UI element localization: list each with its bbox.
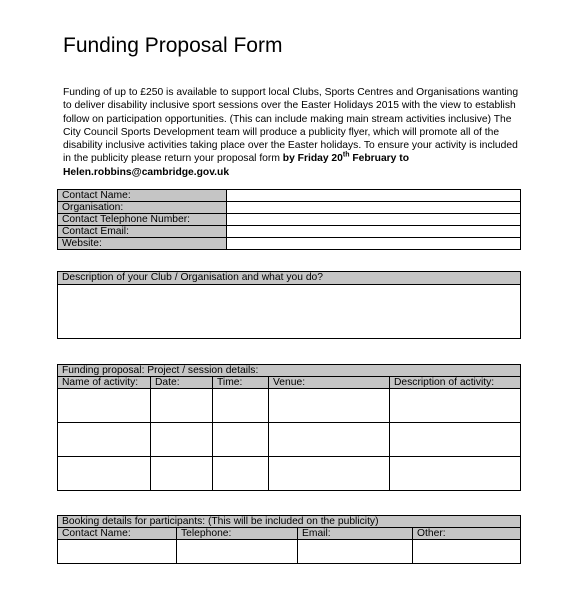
column-header: Name of activity:: [58, 377, 151, 389]
column-header: Time:: [213, 377, 269, 389]
activity-name-cell[interactable]: [58, 457, 151, 491]
column-header: Email:: [298, 528, 413, 540]
activity-name-cell[interactable]: [58, 423, 151, 457]
booking-other-cell[interactable]: [413, 540, 521, 564]
table-row: [58, 540, 521, 564]
table-row: [58, 389, 521, 423]
venue-cell[interactable]: [269, 389, 390, 423]
date-cell[interactable]: [151, 423, 213, 457]
time-cell[interactable]: [213, 423, 269, 457]
proposal-header: Funding proposal: Project / session details:: [58, 365, 521, 377]
telephone-field[interactable]: [227, 214, 521, 226]
field-label: Contact Telephone Number:: [58, 214, 227, 226]
booking-email-cell[interactable]: [298, 540, 413, 564]
column-header: Contact Name:: [58, 528, 177, 540]
booking-contact-name-cell[interactable]: [58, 540, 177, 564]
table-row: [58, 423, 521, 457]
booking-table: [57, 515, 521, 564]
venue-cell[interactable]: [269, 423, 390, 457]
proposal-table: [57, 364, 521, 491]
date-cell[interactable]: [151, 389, 213, 423]
form-title: Funding Proposal Form: [63, 34, 283, 57]
email-field[interactable]: [227, 226, 521, 238]
activity-description-cell[interactable]: [390, 457, 521, 491]
intro-text: Funding of up to £250 is available to support local Clubs, Sports Centres and Organisations wanting to deliver disability inclusive sport sessions over the Easter Holidays 2015 with the view to establish follow on participation opportunities. (This can include making main stream activities inclusive) The City Council Sports Development team will produce a publicity flyer, which will promote all of the disability inclusive activities taking place over the Easter holidays. To ensure your activity is included in the publicity please return your proposal form: [63, 87, 519, 165]
booking-column-headers: [58, 528, 521, 540]
intro-paragraph: [63, 86, 523, 179]
booking-header: Booking details for participants: (This will be included on the publicity): [58, 516, 521, 528]
contact-name-field[interactable]: [227, 190, 521, 202]
description-field[interactable]: [58, 285, 521, 339]
organisation-field[interactable]: [227, 202, 521, 214]
field-label: Website:: [58, 238, 227, 250]
activity-name-cell[interactable]: [58, 389, 151, 423]
activity-description-cell[interactable]: [390, 423, 521, 457]
field-label: Contact Name:: [58, 190, 227, 202]
website-row: [58, 238, 521, 250]
column-header: Venue:: [269, 377, 390, 389]
field-label: Organisation:: [58, 202, 227, 214]
booking-telephone-cell[interactable]: [177, 540, 298, 564]
proposal-column-headers: [58, 377, 521, 389]
date-cell[interactable]: [151, 457, 213, 491]
column-header: Description of activity:: [390, 377, 521, 389]
email-row: [58, 226, 521, 238]
venue-cell[interactable]: [269, 457, 390, 491]
field-label: Contact Email:: [58, 226, 227, 238]
deadline-text: by Friday 20th February to: [282, 152, 409, 165]
description-table: [57, 271, 521, 339]
column-header: Date:: [151, 377, 213, 389]
contact-email-link[interactable]: Helen.robbins@cambridge.gov.uk: [63, 166, 230, 178]
organisation-row: [58, 202, 521, 214]
table-row: [58, 457, 521, 491]
activity-description-cell[interactable]: [390, 389, 521, 423]
telephone-row: [58, 214, 521, 226]
website-field[interactable]: [227, 238, 521, 250]
contact-details-table: [57, 189, 521, 250]
time-cell[interactable]: [213, 389, 269, 423]
contact-name-row: [58, 190, 521, 202]
column-header: Telephone:: [177, 528, 298, 540]
description-header: Description of your Club / Organisation and what you do?: [58, 272, 521, 285]
time-cell[interactable]: [213, 457, 269, 491]
column-header: Other:: [413, 528, 521, 540]
